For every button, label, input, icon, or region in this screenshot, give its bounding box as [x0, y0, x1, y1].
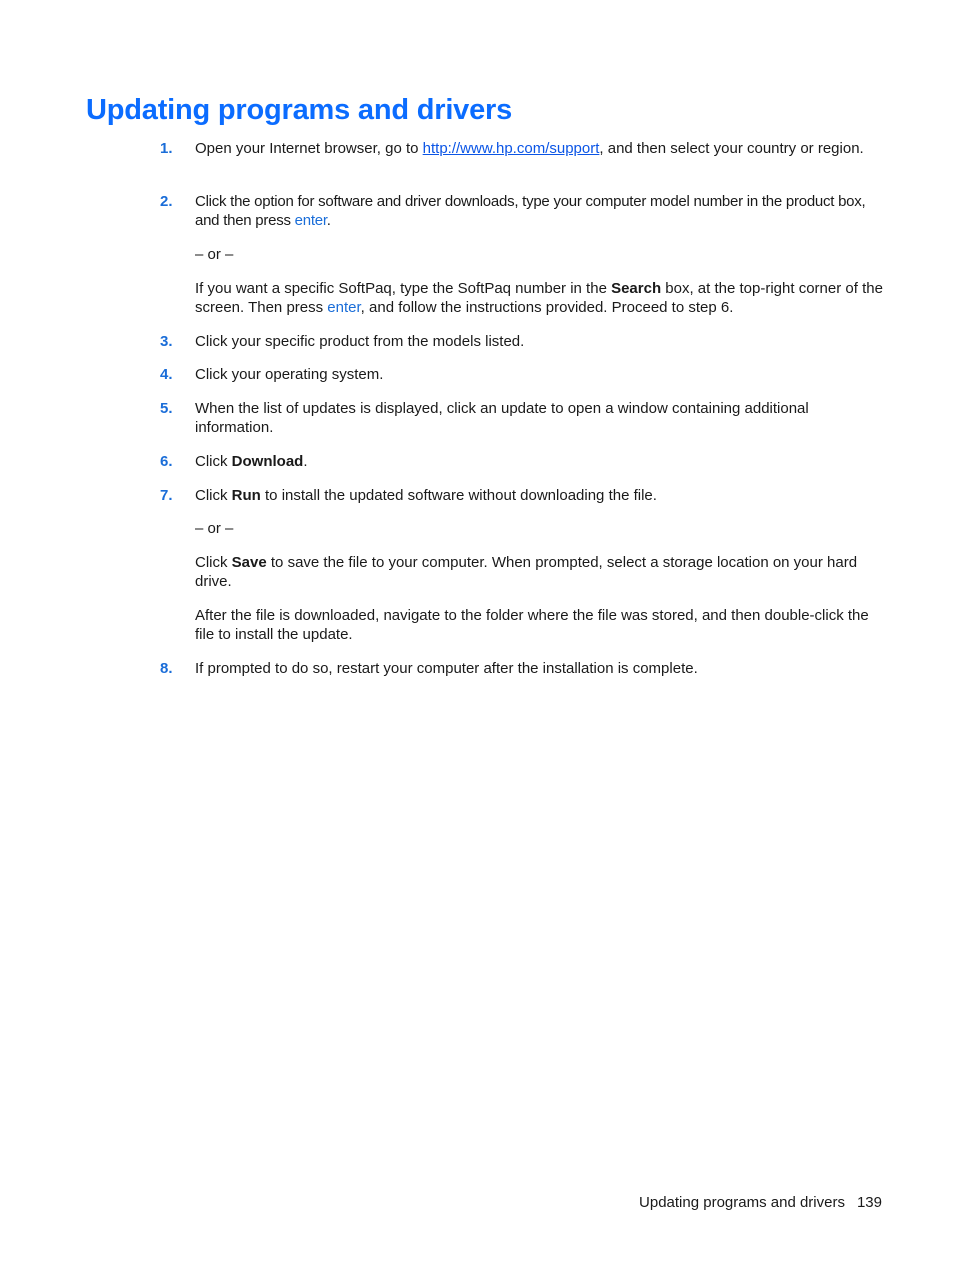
step-number: 7. — [160, 487, 173, 504]
followup-text: After the file is downloaded, navigate to the folder where the file was stored, and then double-click the file to install the update. — [195, 607, 869, 643]
page-footer — [639, 1193, 882, 1212]
or-separator: – or – — [195, 520, 234, 537]
page-title: Updating programs and drivers — [86, 94, 513, 126]
hp-support-link[interactable]: http://www.hp.com/support — [422, 140, 600, 157]
step-text: Click your specific product from the models listed. — [195, 333, 525, 350]
step-number: 8. — [160, 660, 173, 677]
enter-key: enter — [294, 212, 327, 229]
alternative-text: If you want a specific SoftPaq, type the SoftPaq number in the Search box, at the top-right corner of the screen. Then press enter, and follow the instructions provided. Proceed to step 6. — [195, 280, 883, 316]
enter-key: enter — [327, 299, 361, 316]
page-number: 139 — [856, 1194, 882, 1211]
step-text: Click Run to install the updated software without downloading the file. — [195, 487, 657, 504]
step-number: 3. — [160, 333, 173, 350]
footer-section-title: Updating programs and drivers — [639, 1194, 845, 1211]
step-text: Click the option for software and driver downloads, type your computer model number in the product box, and then press enter. — [195, 193, 866, 229]
step-number: 4. — [160, 366, 173, 383]
step-text: If prompted to do so, restart your computer after the installation is complete. — [195, 660, 698, 677]
step-number: 5. — [160, 400, 173, 417]
step-text: When the list of updates is displayed, click an update to open a window containing additional information. — [195, 400, 809, 436]
step-text: Click your operating system. — [195, 366, 384, 383]
step-number: 6. — [160, 453, 173, 470]
step-number: 1. — [160, 140, 173, 157]
step-text: Open your Internet browser, go to http://www.hp.com/support, and then select your country or region. — [195, 140, 864, 157]
step-text: Click Download. — [195, 453, 308, 470]
or-separator: – or – — [195, 246, 234, 263]
step-number: 2. — [160, 193, 173, 210]
alternative-text: Click Save to save the file to your computer. When prompted, select a storage location on your hard drive. — [195, 554, 858, 590]
